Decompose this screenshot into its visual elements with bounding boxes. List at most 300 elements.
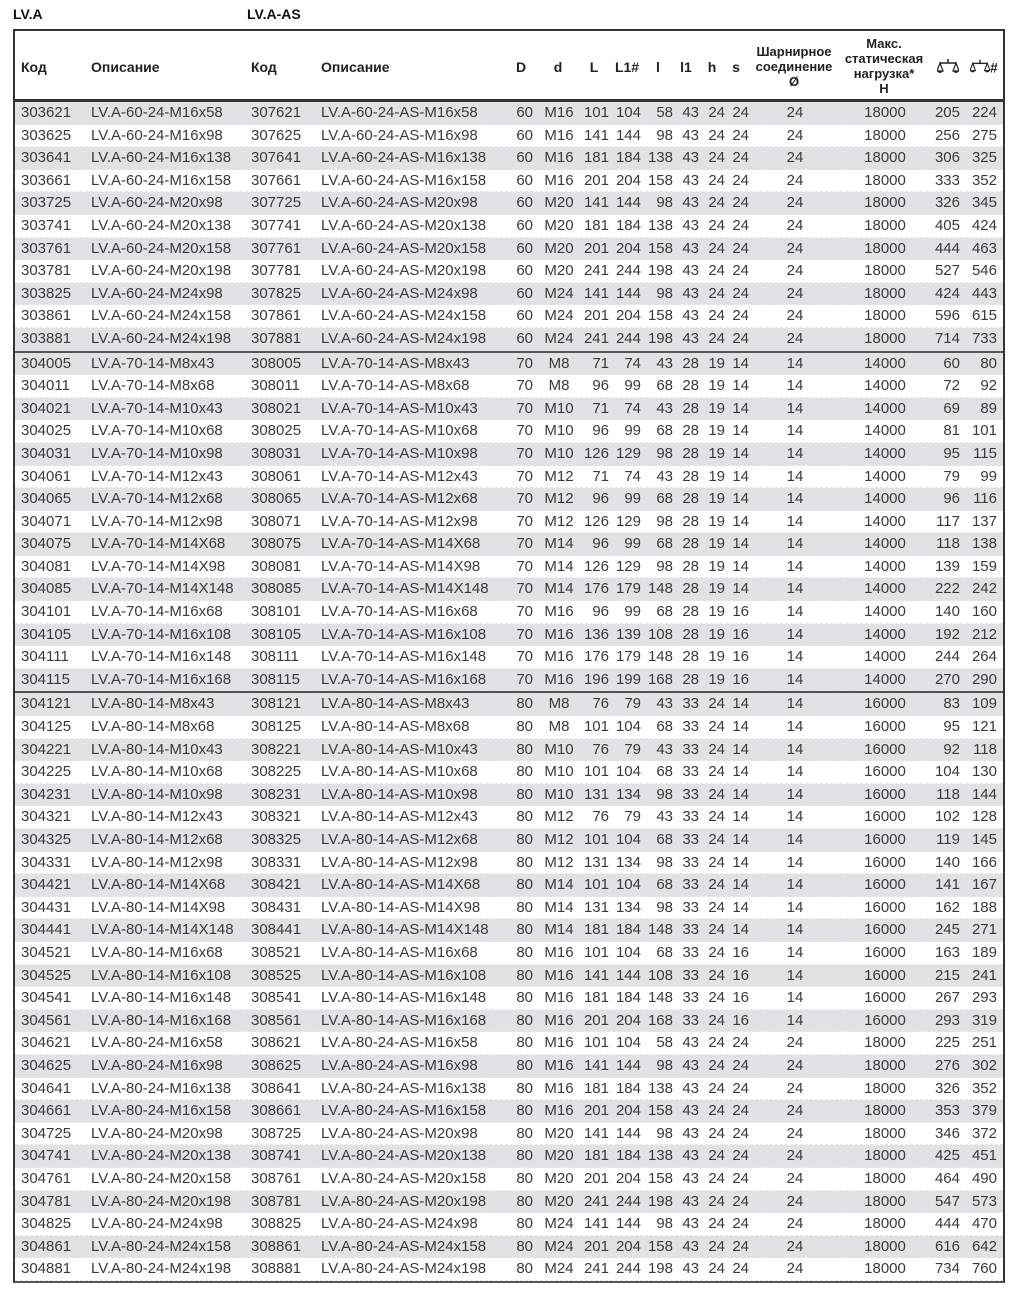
cell-d: M16: [544, 966, 574, 984]
cell-weight-alt: 470: [971, 1215, 997, 1233]
cell-D: 80: [516, 898, 533, 916]
cell-code-lva-as: 308441: [251, 921, 302, 939]
cell-desc-lva-as: LV.A-80-14-AS-M14X148: [321, 921, 489, 939]
cell-D: 70: [516, 603, 533, 621]
header-desc-lva-as: Описание: [321, 59, 390, 75]
cell-h: 24: [708, 1124, 725, 1142]
cell-s: 24: [732, 1215, 749, 1233]
cell-l1: 28: [682, 467, 699, 485]
cell-code-lva-as: 308081: [251, 557, 302, 575]
cell-weight-alt: 212: [971, 625, 997, 643]
cell-code-lva-as: 308221: [251, 740, 302, 758]
cell-desc-lva-as: LV.A-60-24-AS-M20x98: [321, 194, 478, 212]
cell-desc-lva: LV.A-60-24-M24x158: [91, 307, 232, 325]
cell-L: 131: [583, 785, 609, 803]
table-row: [15, 192, 1003, 215]
cell-weight-alt: 424: [971, 216, 997, 234]
cell-l: 98: [656, 126, 673, 144]
cell-d: M12: [544, 831, 574, 848]
cell-desc-lva: LV.A-60-24-M16x58: [91, 104, 223, 121]
cell-joint: 14: [786, 966, 804, 984]
cell-l1: 33: [682, 740, 699, 758]
cell-s: 24: [732, 1169, 749, 1187]
cell-l1: 33: [682, 695, 699, 713]
cell-h: 24: [708, 329, 725, 347]
cell-d: M20: [544, 1169, 574, 1187]
cell-code-lva: 304021: [21, 399, 72, 417]
cell-L: 176: [583, 580, 609, 598]
cell-s: 16: [732, 943, 749, 961]
cell-L: 181: [583, 921, 609, 939]
cell-L: 101: [583, 104, 609, 121]
cell-code-lva: 303621: [21, 104, 72, 121]
cell-desc-lva-as: LV.A-80-14-AS-M12x68: [321, 831, 478, 848]
cell-h: 24: [708, 989, 725, 1007]
cell-l: 98: [656, 284, 673, 302]
cell-desc-lva: LV.A-80-24-M16x138: [91, 1079, 232, 1097]
cell-desc-lva-as: LV.A-80-14-AS-M10x43: [321, 740, 478, 758]
cell-weight: 547: [934, 1192, 960, 1210]
cell-desc-lva: LV.A-80-14-M16x148: [91, 989, 232, 1007]
cell-L: 176: [583, 648, 609, 666]
cell-L1: 104: [615, 943, 641, 961]
table-row: [15, 375, 1003, 398]
cell-d: M16: [544, 1056, 574, 1074]
cell-code-lva-as: 308061: [251, 467, 302, 485]
cell-desc-lva-as: LV.A-70-14-AS-M8x43: [321, 354, 470, 372]
cell-d: M16: [544, 603, 574, 621]
cell-l1: 43: [682, 1079, 699, 1097]
cell-s: 14: [732, 490, 749, 508]
cell-L1: 74: [624, 354, 641, 372]
cell-d: M24: [544, 284, 574, 302]
cell-l: 148: [647, 648, 673, 666]
cell-h: 19: [708, 490, 725, 508]
cell-l1: 33: [682, 989, 699, 1007]
cell-joint: 24: [786, 1124, 804, 1142]
cell-weight: 104: [934, 763, 960, 781]
row-group: [15, 102, 1003, 351]
cell-d: M20: [544, 1192, 574, 1210]
cell-weight: 293: [934, 1011, 960, 1029]
cell-weight-alt: 251: [971, 1034, 997, 1052]
cell-code-lva-as: 308861: [251, 1237, 302, 1255]
cell-joint: 14: [786, 853, 804, 871]
cell-L: 76: [592, 740, 609, 758]
cell-weight-alt: 145: [971, 831, 997, 848]
cell-D: 80: [516, 1056, 533, 1074]
cell-D: 80: [516, 1192, 533, 1210]
cell-weight-alt: 760: [971, 1260, 997, 1278]
cell-desc-lva-as: LV.A-70-14-AS-M8x68: [321, 377, 470, 395]
cell-weight: 596: [934, 307, 960, 325]
cell-l1: 33: [682, 763, 699, 781]
cell-joint: 24: [786, 262, 804, 280]
cell-desc-lva: LV.A-60-24-M16x138: [91, 149, 232, 167]
cell-code-lva-as: 308881: [251, 1260, 302, 1278]
cell-L: 126: [583, 444, 609, 462]
cell-joint: 14: [786, 763, 804, 781]
cell-d: M12: [544, 512, 574, 530]
cell-D: 80: [516, 695, 533, 713]
cell-joint: 14: [786, 625, 804, 643]
cell-l: 138: [647, 216, 673, 234]
cell-L1: 179: [615, 648, 641, 666]
cell-code-lva: 304761: [21, 1169, 72, 1187]
table-row: [15, 852, 1003, 875]
cell-l: 58: [656, 104, 673, 121]
cell-joint: 24: [786, 1215, 804, 1233]
cell-s: 16: [732, 648, 749, 666]
cell-weight: 326: [934, 194, 960, 212]
cell-weight-alt: 733: [971, 329, 997, 347]
cell-max-load: 16000: [864, 921, 906, 939]
cell-s: 16: [732, 1011, 749, 1029]
cell-l: 168: [647, 1011, 673, 1029]
cell-h: 24: [708, 149, 725, 167]
cell-max-load: 16000: [864, 740, 906, 758]
cell-desc-lva: LV.A-80-24-M20x138: [91, 1147, 232, 1165]
table-row: [15, 739, 1003, 762]
cell-code-lva-as: 308331: [251, 853, 302, 871]
table-row: [15, 601, 1003, 624]
header-max-load: [837, 36, 931, 96]
cell-code-lva-as: 307861: [251, 307, 302, 325]
cell-joint: 14: [786, 1011, 804, 1029]
cell-max-load: 16000: [864, 966, 906, 984]
cell-desc-lva: LV.A-60-24-M20x138: [91, 216, 232, 234]
cell-joint: 24: [786, 216, 804, 234]
header-joint: [748, 44, 840, 89]
table-header: [15, 31, 1003, 102]
cell-weight: 306: [934, 149, 960, 167]
cell-code-lva: 304781: [21, 1192, 72, 1210]
cell-s: 24: [732, 104, 749, 121]
cell-h: 24: [708, 1237, 725, 1255]
cell-L: 141: [583, 194, 609, 212]
cell-D: 80: [516, 1260, 533, 1278]
cell-h: 19: [708, 467, 725, 485]
cell-max-load: 18000: [864, 284, 906, 302]
cell-h: 19: [708, 377, 725, 395]
cell-code-lva-as: 308101: [251, 603, 302, 621]
row-group: [15, 691, 1003, 1280]
cell-weight: 140: [934, 853, 960, 871]
table-row: [15, 624, 1003, 647]
cell-s: 14: [732, 399, 749, 417]
cell-h: 24: [708, 307, 725, 325]
cell-weight: 225: [934, 1034, 960, 1052]
cell-L: 201: [583, 1237, 609, 1255]
cell-L: 181: [583, 1147, 609, 1165]
cell-l: 98: [656, 853, 673, 871]
cell-joint: 14: [786, 512, 804, 530]
cell-weight: 95: [943, 444, 960, 462]
table-row: [15, 1168, 1003, 1191]
cell-h: 19: [708, 444, 725, 462]
cell-weight: 118: [936, 785, 960, 803]
cell-max-load: 18000: [864, 216, 906, 234]
cell-D: 80: [516, 1034, 533, 1052]
cell-L: 241: [583, 329, 609, 347]
cell-L: 71: [592, 354, 609, 372]
product-table: [13, 29, 1005, 1283]
cell-weight-alt: 115: [973, 444, 997, 462]
cell-code-lva: 304621: [21, 1034, 72, 1052]
cell-weight: 60: [943, 354, 960, 372]
table-row: [15, 215, 1003, 238]
cell-joint: 24: [786, 284, 804, 302]
cell-L: 181: [583, 1079, 609, 1097]
cell-weight: 244: [934, 648, 960, 666]
cell-code-lva-as: 308781: [251, 1192, 302, 1210]
scale-icon: [937, 58, 959, 76]
table-row: [15, 443, 1003, 466]
cell-d: M14: [544, 921, 574, 939]
cell-desc-lva: LV.A-70-14-M16x68: [91, 603, 223, 621]
cell-h: 24: [708, 943, 725, 961]
cell-weight-alt: 302: [971, 1056, 997, 1074]
table-row: [15, 1258, 1003, 1281]
cell-h: 24: [708, 1056, 725, 1074]
table-row: [15, 829, 1003, 852]
cell-D: 80: [516, 808, 533, 826]
cell-s: 14: [732, 467, 749, 485]
table-row: [15, 919, 1003, 942]
cell-weight: 163: [934, 943, 960, 961]
cell-weight: 464: [934, 1169, 960, 1187]
cell-code-lva: 304065: [21, 490, 72, 508]
cell-max-load: 16000: [864, 808, 906, 826]
cell-code-lva: 303825: [21, 284, 72, 302]
cell-l1: 43: [682, 1260, 699, 1278]
cell-max-load: 16000: [864, 785, 906, 803]
cell-weight-alt: 159: [971, 557, 997, 575]
cell-s: 24: [732, 194, 749, 212]
cell-joint: 24: [786, 239, 804, 257]
cell-desc-lva: LV.A-70-14-M12x68: [91, 490, 223, 508]
cell-desc-lva-as: LV.A-70-14-AS-M12x98: [321, 512, 478, 530]
cell-h: 24: [708, 216, 725, 234]
table-row: [15, 1123, 1003, 1146]
cell-max-load: 14000: [864, 603, 906, 621]
cell-weight: 333: [934, 171, 960, 189]
cell-code-lva: 304441: [21, 921, 72, 939]
cell-max-load: 16000: [864, 989, 906, 1007]
cell-d: M24: [544, 329, 574, 347]
cell-h: 19: [708, 512, 725, 530]
cell-d: M24: [544, 1215, 574, 1233]
cell-L1: 179: [615, 580, 641, 598]
cell-desc-lva: LV.A-80-24-M16x158: [91, 1102, 232, 1120]
cell-code-lva: 304225: [21, 763, 72, 781]
cell-joint: 24: [786, 1147, 804, 1165]
cell-code-lva: 304325: [21, 831, 72, 848]
cell-L: 201: [583, 239, 609, 257]
cell-desc-lva-as: LV.A-80-14-AS-M16x148: [321, 989, 487, 1007]
cell-code-lva-as: 308541: [251, 989, 302, 1007]
cell-desc-lva: LV.A-80-24-M24x98: [91, 1215, 223, 1233]
cell-desc-lva: LV.A-80-24-M20x198: [91, 1192, 232, 1210]
cell-code-lva-as: 308725: [251, 1124, 302, 1142]
cell-code-lva-as: 308111: [251, 648, 299, 666]
cell-l1: 33: [682, 943, 699, 961]
cell-code-lva-as: 307641: [251, 149, 302, 167]
cell-desc-lva-as: LV.A-80-14-AS-M8x43: [321, 695, 470, 713]
cell-s: 24: [732, 216, 749, 234]
cell-L1: 244: [615, 329, 641, 347]
cell-desc-lva: LV.A-80-14-M16x68: [91, 943, 223, 961]
cell-d: M14: [544, 898, 574, 916]
cell-d: M10: [544, 763, 574, 781]
cell-weight-alt: 138: [971, 535, 997, 553]
header-joint-line2: соединение: [755, 59, 833, 74]
cell-code-lva-as: 308121: [251, 695, 302, 713]
table-row: [15, 806, 1003, 829]
cell-d: M24: [544, 1237, 574, 1255]
cell-joint: 14: [786, 422, 804, 440]
cell-desc-lva-as: LV.A-80-14-AS-M14X68: [321, 876, 481, 894]
cell-code-lva-as: 308525: [251, 966, 302, 984]
cell-L1: 99: [624, 535, 641, 553]
cell-L: 136: [583, 625, 609, 643]
cell-s: 24: [732, 1079, 749, 1097]
cell-l1: 33: [682, 921, 699, 939]
cell-l: 68: [656, 535, 673, 553]
cell-L: 96: [592, 377, 609, 395]
cell-code-lva-as: 308071: [251, 512, 302, 530]
cell-s: 14: [732, 898, 749, 916]
cell-s: 14: [732, 921, 749, 939]
cell-l: 138: [647, 149, 673, 167]
cell-weight: 102: [934, 808, 960, 826]
cell-d: M8: [548, 377, 570, 395]
cell-max-load: 18000: [864, 262, 906, 280]
cell-code-lva-as: 308561: [251, 1011, 302, 1029]
cell-desc-lva-as: LV.A-80-14-AS-M10x68: [321, 763, 478, 781]
cell-h: 19: [708, 625, 725, 643]
cell-desc-lva-as: LV.A-60-24-AS-M24x198: [321, 329, 487, 347]
cell-desc-lva: LV.A-80-24-M20x98: [91, 1124, 223, 1142]
cell-max-load: 18000: [864, 1237, 906, 1255]
cell-l1: 28: [682, 354, 699, 372]
cell-l: 98: [656, 194, 673, 212]
cell-l: 68: [656, 377, 673, 395]
table-row: [15, 1078, 1003, 1101]
cell-l: 68: [656, 603, 673, 621]
cell-L1: 134: [615, 853, 641, 871]
cell-D: 80: [516, 785, 533, 803]
cell-joint: 24: [786, 1192, 804, 1210]
cell-code-lva: 304661: [21, 1102, 72, 1120]
cell-l1: 33: [682, 785, 699, 803]
cell-code-lva: 304641: [21, 1079, 72, 1097]
cell-max-load: 18000: [864, 1056, 906, 1074]
cell-L1: 204: [615, 307, 641, 325]
cell-weight-alt: 573: [971, 1192, 997, 1210]
cell-l: 198: [647, 262, 673, 280]
cell-D: 80: [516, 989, 533, 1007]
cell-weight-alt: 189: [971, 943, 997, 961]
cell-L1: 139: [615, 625, 641, 643]
header-L1: L1#: [614, 59, 640, 75]
cell-s: 24: [732, 1260, 749, 1278]
cell-l: 43: [656, 695, 673, 713]
cell-weight: 346: [934, 1124, 960, 1142]
cell-weight: 222: [934, 580, 960, 598]
cell-h: 19: [708, 670, 725, 688]
cell-D: 70: [516, 444, 533, 462]
cell-l: 68: [656, 876, 673, 894]
cell-L1: 129: [615, 512, 641, 530]
cell-max-load: 14000: [864, 399, 906, 417]
cell-max-load: 18000: [864, 104, 906, 121]
cell-D: 60: [516, 307, 533, 325]
table-row: [15, 1032, 1003, 1055]
cell-desc-lva: LV.A-80-14-M8x43: [91, 695, 215, 713]
cell-D: 80: [516, 1147, 533, 1165]
cell-D: 80: [516, 853, 533, 871]
cell-l: 158: [647, 307, 673, 325]
cell-L: 241: [583, 1192, 609, 1210]
header-joint-line3: Ø: [788, 74, 800, 89]
cell-L1: 144: [615, 966, 641, 984]
cell-code-lva: 303725: [21, 194, 72, 212]
cell-desc-lva-as: LV.A-60-24-AS-M20x158: [321, 239, 487, 257]
cell-desc-lva-as: LV.A-60-24-AS-M16x98: [321, 126, 478, 144]
cell-desc-lva-as: LV.A-80-24-AS-M24x98: [321, 1215, 478, 1233]
cell-desc-lva-as: LV.A-80-24-AS-M20x158: [321, 1169, 487, 1187]
cell-joint: 14: [786, 921, 804, 939]
cell-s: 14: [732, 422, 749, 440]
table-row: [15, 897, 1003, 920]
cell-desc-lva-as: LV.A-80-24-AS-M20x198: [321, 1192, 487, 1210]
cell-code-lva: 304525: [21, 966, 72, 984]
cell-L1: 129: [615, 557, 641, 575]
cell-joint: 14: [786, 535, 804, 553]
cell-desc-lva-as: LV.A-80-14-AS-M10x98: [321, 785, 478, 803]
cell-s: 24: [732, 284, 749, 302]
cell-l1: 28: [682, 377, 699, 395]
cell-weight-alt: 642: [971, 1237, 997, 1255]
cell-s: 24: [732, 1124, 749, 1142]
cell-weight: 424: [934, 284, 960, 302]
cell-weight: 139: [934, 557, 960, 575]
cell-code-lva-as: 308231: [251, 785, 302, 803]
cell-l1: 28: [682, 557, 699, 575]
cell-desc-lva-as: LV.A-80-14-AS-M16x68: [321, 943, 478, 961]
table-row: [15, 874, 1003, 897]
cell-s: 24: [732, 1147, 749, 1165]
cell-weight-alt: 116: [973, 490, 997, 508]
header-d: d: [553, 59, 563, 75]
cell-h: 24: [708, 808, 725, 826]
cell-D: 80: [516, 1124, 533, 1142]
cell-d: M14: [544, 557, 574, 575]
cell-weight-alt: 325: [971, 149, 997, 167]
cell-code-lva-as: 308115: [251, 670, 300, 688]
cell-code-lva: 304231: [21, 785, 72, 803]
cell-joint: 14: [786, 377, 804, 395]
cell-l1: 33: [682, 898, 699, 916]
table-row: [15, 420, 1003, 443]
cell-h: 24: [708, 876, 725, 894]
cell-max-load: 18000: [864, 329, 906, 347]
cell-l: 43: [656, 354, 673, 372]
cell-joint: 14: [786, 989, 804, 1007]
cell-D: 70: [516, 670, 533, 688]
cell-l: 138: [647, 1147, 673, 1165]
